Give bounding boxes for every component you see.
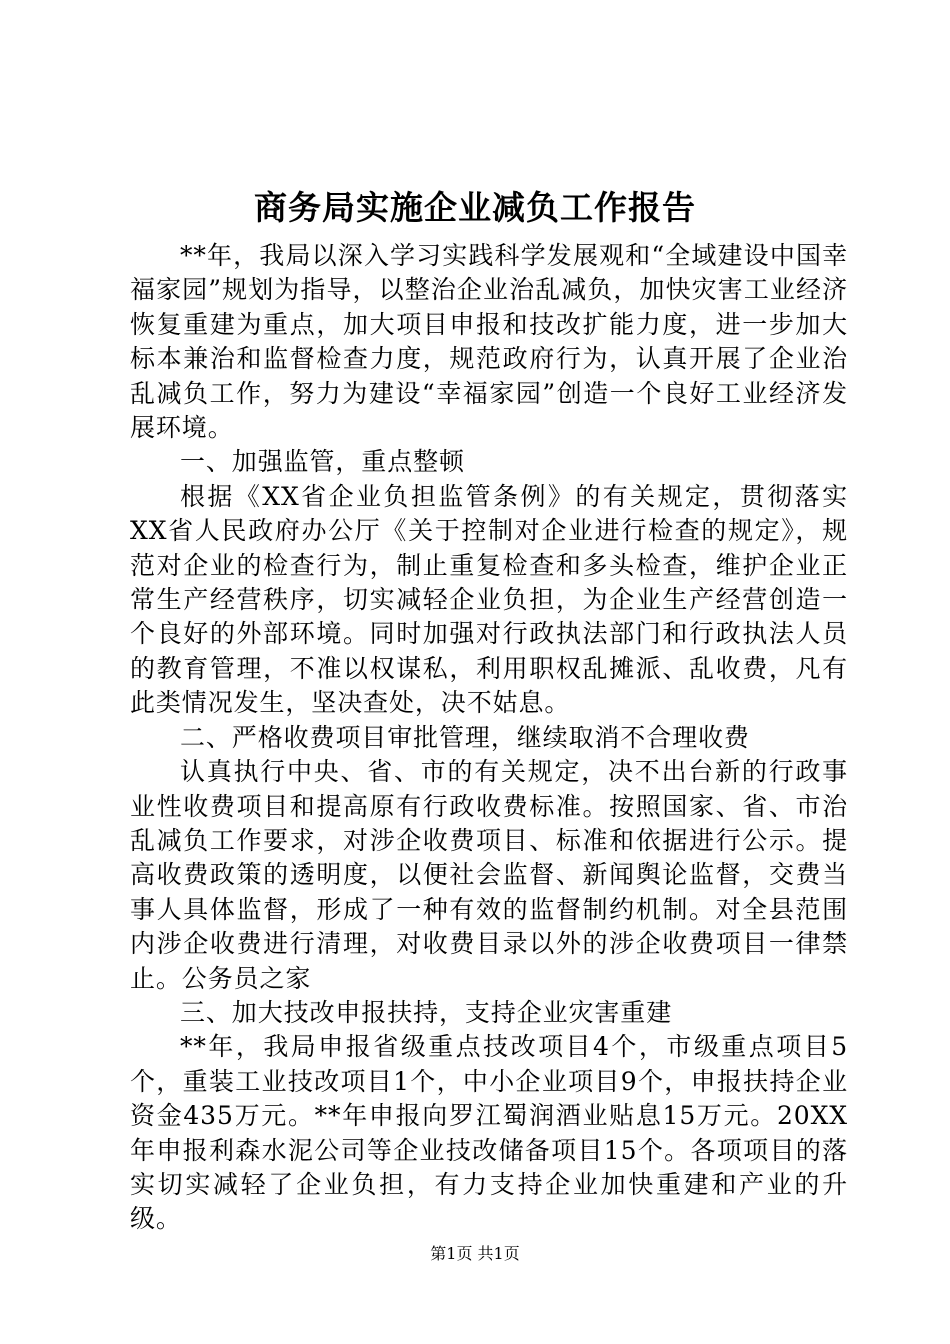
document-body [130,239,848,1237]
section-paragraph-2: 认真执行中央、省、市的有关规定，决不出台新的行政事业性收费项目和提高原有行政收费标准。按照国家、省、市治乱减负工作要求，对涉企收费项目、标准和依据进行公示。提高收费政策的透明度，以便社会监督、新闻舆论监督，交费当事人具体监督，形成了一种有效的监督制约机制。对全县范围内涉企收费进行清理，对收费目录以外的涉企收费项目一律禁止。公务员之家 [130,757,848,993]
page-number-footer: 第1页 共1页 [430,1244,520,1263]
section-heading-1: 一、加强监管，重点整顿 [180,447,465,477]
section-paragraph-1: 根据《XX省企业负担监管条例》的有关规定，贯彻落实XX省人民政府办公厅《关于控制对企业进行检查的规定》，规范对企业的检查行为，制止重复检查和多头检查，维护企业正常生产经营秩序，切实减轻企业负担，为企业生产经营创造一个良好的外部环境。同时加强对行政执法部门和行政执法人员的教育管理，不准以权谋私，利用职权乱摊派、乱收费，凡有此类情况发生，坚决查处，决不姑息。 [130,481,848,718]
intro-paragraph: **年，我局以深入学习实践科学发展观和“全域建设中国幸福家园”规划为指导，以整治企业治乱减负，加快灾害工业经济恢复重建为重点，加大项目申报和技改扩能力度，进一步加大标本兼治和监督检查力度，规范政府行为，认真开展了企业治乱减负工作，努力为建设“幸福家园”创造一个良好工业经济发展环境。 [130,241,848,443]
section-heading-2: 二、严格收费项目审批管理，继续取消不合理收费 [180,722,750,752]
section-paragraph-3: **年，我局申报省级重点技改项目4个，市级重点项目5个，重装工业技改项目1个，中小企业项目9个，申报扶持企业资金435万元。**年申报向罗江蜀润酒业贴息15万元。20XX年申报利森水泥公司等企业技改储备项目15个。各项项目的落实切实减轻了企业负担，有力支持企业加快重建和产业的升级。 [130,1032,848,1234]
document-title: 商务局实施企业减负工作报告 [254,188,696,227]
section-heading-3: 三、加大技改申报扶持，支持企业灾害重建 [180,997,673,1027]
